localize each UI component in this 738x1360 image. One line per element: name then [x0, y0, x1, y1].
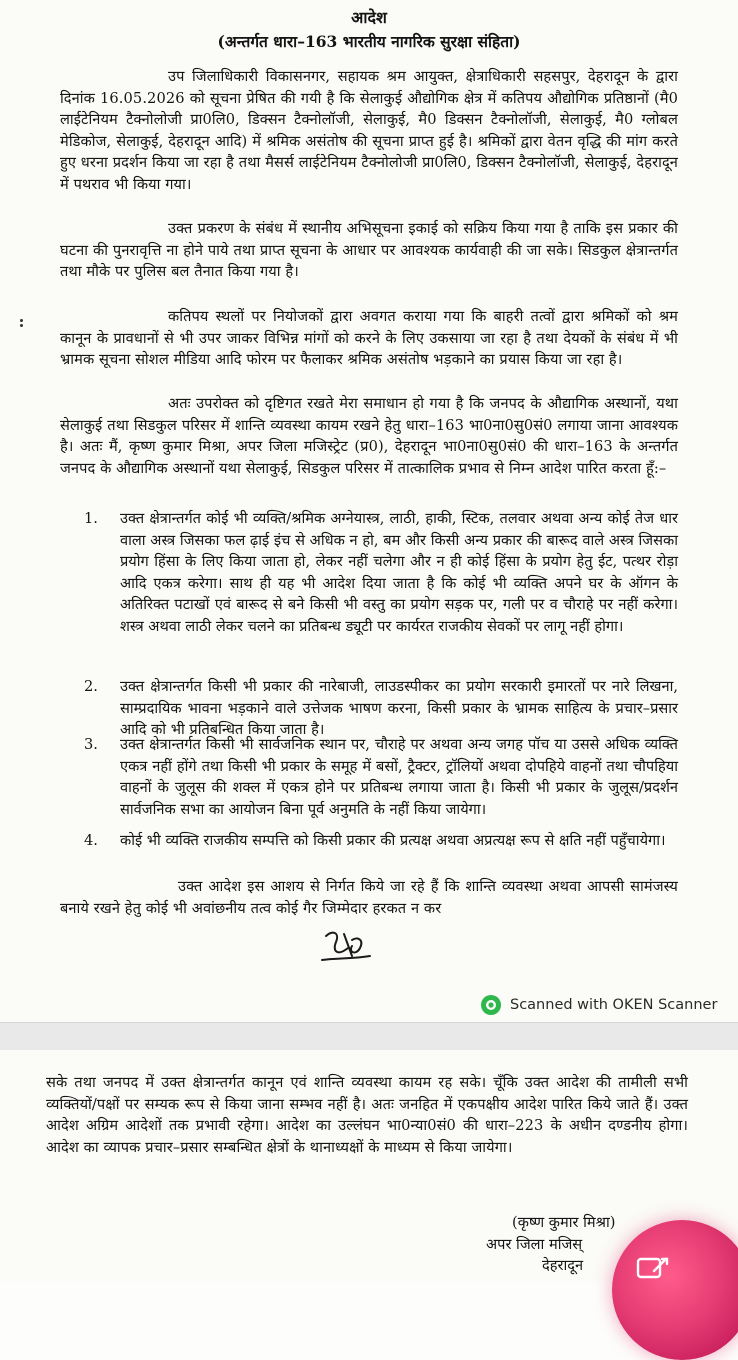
order-subtitle: (अन्तर्गत धारा–163 भारतीय नागरिक सुरक्षा संहिता)	[217, 32, 521, 51]
closing-paragraph-page1: उक्त आदेश इस आशय से निर्गत किये जा रहे हैं कि शान्ति व्यवस्था अथवा आपसी सामंजस्य बनाये रखने हेतु कोई भी अवांछनीय तत्व कोई गैर जिम्मेदार हरकत न कर	[60, 878, 678, 917]
closing-paragraph-page2: सके तथा जनपद में उक्त क्षेत्रान्तर्गत कानून एवं शान्ति व्यवस्था कायम रह सके। चूँकि उक्त आदेश की तामीली सभी व्यक्तियों/पक्षों पर सम्यक रूप से किया जाना सम्भव नहीं है। अतः जनहित में एकपक्षीय आदेश पारित किये जाते हैं। उक्त आदेश अग्रिम आदेशों तक प्रभावी रहेगा। आदेश का उल्लंघन भा0न्या0सं0 की धारा–223 के अधीन दण्डनीय होगा। आदेश का व्यापक प्रचार–प्रसार सम्बन्धित क्षेत्रों के थानाध्यक्षों के माध्यम से किया जायेगा।	[46, 1074, 688, 1156]
paragraph-4: अतः उपरोक्त को दृष्टिगत रखते मेरा समाधान हो गया है कि जनपद के औद्यागिक अस्थानों, यथा सेलाकुई तथा सिडकुल परिसर में शान्ति व्यवस्था कायम रखने हेतु धारा–163 भा0ना0सु0सं0 लगाया जाना आवश्यक है। अतः मैं, कृष्ण कुमार मिश्रा, अपर जिला मजिस्ट्रेट (प्र0), देहरादून भा0ना0सु0सं0 की धारा–163 के अन्तर्गत जनपद के औद्यागिक अस्थानों यथा सेलाकुई, सिडकुल परिसर में तात्कालिक प्रभाव से निम्न आदेश पारित करता हूँ:–	[60, 395, 678, 477]
order-item	[84, 830, 678, 852]
item-number: 1.	[84, 510, 98, 527]
item-number: 3.	[84, 736, 98, 753]
edit-fab-button[interactable]	[612, 1220, 738, 1360]
item-text: उक्त क्षेत्रान्तर्गत किसी भी प्रकार की नारेबाजी, लाउडस्पीकर का प्रयोग सरकारी इमारतों पर नारे लिखना, साम्प्रदायिक भावना भड़काने वाले उत्तेजक भाषण करना, किसी प्रकार के भ्रामक साहित्य के प्रचार–प्रसार आदि को भी प्रतिबन्धित किया जाता है।	[120, 678, 678, 739]
scanner-label: Scanned with OKEN Scanner	[510, 997, 718, 1013]
edit-icon	[636, 1256, 672, 1280]
page-separator	[0, 1022, 738, 1052]
signature-initials	[318, 926, 374, 966]
order-title: आदेश	[351, 8, 387, 27]
item-text: कोई भी व्यक्ति राजकीय सम्पत्ति को किसी प्रकार की प्रत्यक्ष अथवा अप्रत्यक्ष रूप से क्षति नहीं पहुँचायेगा।	[120, 832, 666, 849]
scanner-watermark	[480, 993, 717, 1017]
item-text: उक्त क्षेत्रान्तर्गत किसी भी सार्वजनिक स्थान पर, चौराहे पर अथवा अन्य जगह पॉच या उससे अधिक व्यक्ति एकत्र नहीं होंगे तथा किसी भी प्रकार के समूह में बसों, ट्रैक्टर, ट्रॉलियों अथवा दोपहिये वाहनों तथा चौपहिया वाहनों के जुलूस की शक्ल में एकत्र होने पर प्रतिबन्ध लगाया जाता है। किसी भी प्रकार के जुलूस/प्रदर्शन सार्वजनिक सभा का आयोजन बिना पूर्व अनुमति के नहीं किया जायेगा।	[120, 736, 678, 818]
order-item	[84, 508, 678, 638]
oken-logo-icon	[480, 994, 502, 1016]
signatory-name: (कृष्ण कुमार मिश्रा)	[512, 1214, 616, 1231]
item-text: उक्त क्षेत्रान्तर्गत कोई भी व्यक्ति/श्रमिक अग्नेयास्त्र, लाठी, हाकी, स्टिक, तलवार अथवा अन्य कोई तेज धार वाला अस्त्र जिसका फल ढ़ाई इंच से अधिक न हो, बम और किसी अन्य प्रकार की बारूद वाले अस्त्र जिसका प्रयोग हिंसा के लिए किया जाता हो, लेकर नहीं चलेगा और न ही कोई हिंसा के प्रयोग हेतु ईट, पत्थर रोड़ा आदि एकत्र करेगा। साथ ही यह भी आदेश दिया जाता है कि कोई भी व्यक्ति अपने घर के ऑगन के अतिरिक्त पटाखों एवं बारूद से बने किसी भी वस्तु का प्रयोग सड़क पर, गली पर व चौराहे पर नहीं करेगा। शस्त्र अथवा लाठी लेकर चलने का प्रतिबन्ध ड्यूटी पर कार्यरत राजकीय सेवकों पर लागू नहीं होगा।	[120, 510, 678, 635]
order-item	[84, 734, 678, 820]
order-item	[84, 676, 678, 741]
paragraph-1: उप जिलाधिकारी विकासनगर, सहायक श्रम आयुक्त, क्षेत्राधिकारी सहसपुर, देहरादून के द्वारा दिनांक 16.05.2026 को सूचना प्रेषित की गयी है कि सेलाकुई औद्योगिक क्षेत्र में कतिपय औद्योगिक प्रतिष्ठानों (मै0 लाईटेनियम टैक्नोलोजी प्रा0लि0, डिक्सन टैक्नोलॉजी, सेलाकुई, मै0 डिक्सन टैक्नोलॉजी, सेलाकुई, मै0 ग्लोबल मेडिकोज, सेलाकुई, देहरादून आदि) में श्रमिक असंतोष की सूचना प्राप्त हुई है। श्रमिकों द्वारा वेतन वृद्धि की मांग करते हुए धरना प्रदर्शन किया जा रहा है तथा मैसर्स लाईटेनियम टैक्नोलोजी प्रा0लि0, डिक्सन टैक्नोलॉजी, सेलाकुई, देहरादून में पथराव भी किया गया।	[60, 68, 678, 193]
paragraph-3: कतिपय स्थलों पर नियोजकों द्वारा अवगत कराया गया कि बाहरी तत्वों द्वारा श्रमिकों को श्रम कानून के प्रावधानों से भी उपर जाकर विभिन्न मांगों को करने के लिए उकसाया जा रहा है तथा देयकों के संबंध में भी भ्रामक सूचना सोशल मीडिया आदि फोरम पर फैलाकर श्रमिक असंतोष भड़काने का प्रयास किया जा रहा है।	[60, 308, 678, 369]
item-number: 2.	[84, 678, 98, 695]
item-number: 4.	[84, 832, 98, 849]
scan-mark	[20, 319, 23, 322]
signatory-designation: अपर जिला मजिस्	[486, 1235, 583, 1253]
signatory-place: देहरादून	[542, 1257, 584, 1275]
paragraph-2: उक्त प्रकरण के संबंध में स्थानीय अभिसूचना इकाई को सक्रिय किया गया है ताकि इस प्रकार की घटना की पुनरावृत्ति ना होने पाये तथा प्राप्त सूचना के आधार पर आवश्यक कार्यवाही की जा सके। सिडकुल क्षेत्रान्तर्गत तथा मौके पर पुलिस बल तैनात किया गया है।	[60, 220, 678, 281]
scan-mark	[20, 324, 23, 327]
